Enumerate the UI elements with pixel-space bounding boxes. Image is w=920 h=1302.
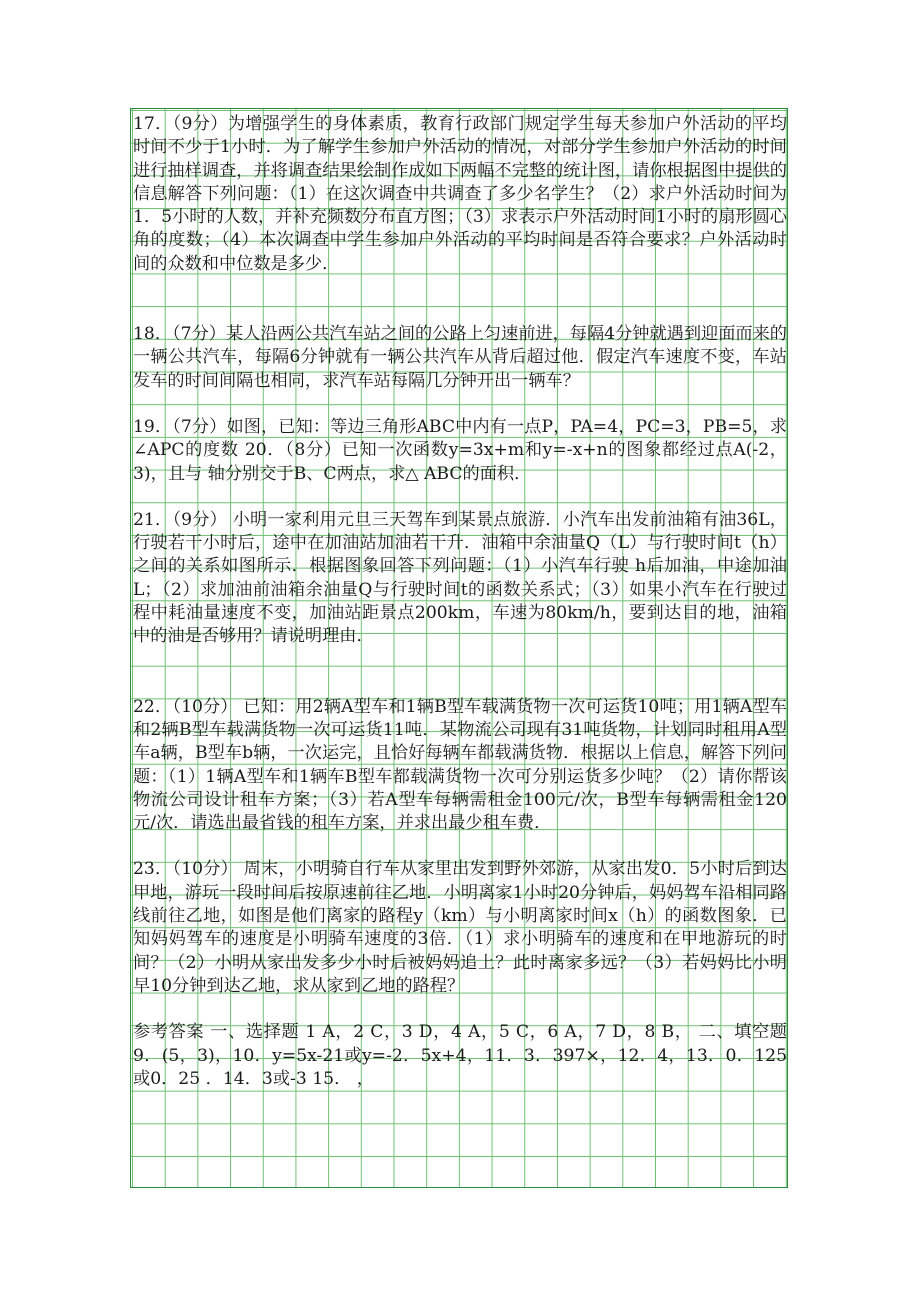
answer-key: 参考答案 一、选择题 1 A，2 C，3 D，4 A，5 C，6 A，7 D，8 B， 二、填空题 9．(5，3)，10．y=5x-21或y=-2．5x+4，11．3．397×，12．4，13．0．125或0．25 ．14．3或-3 15． ， (133, 1022, 787, 1089)
question-21: 21．（9分） 小明一家利用元旦三天驾车到某景点旅游．小汽车出发前油箱有油36L，行驶若干小时后，途中在加油站加油若干升．油箱中余油量Q（L）与行驶时间t（h）之间的关系如图所示．根据图象回答下列问题：（1）小汽车行驶 h后加油，中途加油 L；（2）求加油前油箱余油量Q与行驶时间t的函数关系式；（3）如果小汽车在行驶过程中耗油量速度不变，加油站距景点200km，车速为80km/h，要到达目的地，油箱中的油是否够用？请说明理由． (133, 509, 787, 647)
question-23: 23．（10分） 周末，小明骑自行车从家里出发到野外郊游，从家出发0．5小时后到达甲地，游玩一段时间后按原速前往乙地．小明离家1小时20分钟后，妈妈驾车沿相同路线前往乙地，如图是他们离家的路程y（km）与小明离家时间x（h）的函数图象．已知妈妈驾车的速度是小明骑车速度的3倍．（1）求小明骑车的速度和在甲地游玩的时间？（2）小明从家出发多少小时后被妈妈追上？此时离家多远？（3）若妈妈比小明早10分钟到达乙地，求从家到乙地的路程？ (133, 859, 787, 996)
blank-rows (133, 649, 787, 696)
blank-row (133, 486, 787, 509)
document-body (131, 109, 789, 1091)
blank-rows (133, 276, 787, 323)
question-18: 18．（7分）某人沿两公共汽车站之间的公路上匀速前进，每隔4分钟就遇到迎面而来的一辆公共汽车，每隔6分钟就有一辆公共汽车从背后超过他．假定汽车速度不变，车站发车的时间间隔也相同，求汽车站每隔几分钟开出一辆车？ (133, 324, 787, 391)
question-17: 17．（9分）为增强学生的身体素质，教育行政部门规定学生每天参加户外活动的平均时间不少于1小时．为了解学生参加户外活动的情况，对部分学生参加户外活动的时间进行抽样调查，并将调查结果绘制作成如下两幅不完整的统计图，请你根据图中提供的信息解答下列问题：（1）在这次调查中共调查了多少名学生？（2）求户外活动时间为1．5小时的人数，并补充频数分布直方图；（3）求表示户外活动时间1小时的扇形圆心角的度数；（4）本次调查中学生参加户外活动的平均时间是否符合要求？户外活动时间的众数和中位数是多少． (133, 114, 787, 274)
grid-paper (130, 108, 788, 1188)
question-19-20: 19．（7分）如图，已知：等边三角形ABC中内有一点P，PA=4，PC=3，PB=5，求∠APC的度数 20．（8分）已知一次函数y=3x+m和y=-x+n的图象都经过点A(-2，3)，且与 轴分别交于B、C两点，求△ ABC的面积． (133, 416, 787, 484)
blank-row (133, 393, 787, 416)
question-22: 22．（10分） 已知：用2辆A型车和1辆B型车载满货物一次可运货10吨；用1辆A型车和2辆B型车载满货物一次可运货11吨．某物流公司现有31吨货物，计划同时租用A型车a辆，B型车b辆，一次运完，且恰好每辆车都载满货物．根据以上信息，解答下列问题：（1）1辆A型车和1辆车B型车都载满货物一次可分别运货多少吨？（2）请你帮该物流公司设计租车方案；（3）若A型车每辆需租金100元/次，B型车每辆需租金120元/次．请选出最省钱的租车方案，并求出最少租车费． (133, 696, 787, 834)
blank-row (133, 835, 787, 858)
blank-row (133, 998, 787, 1021)
